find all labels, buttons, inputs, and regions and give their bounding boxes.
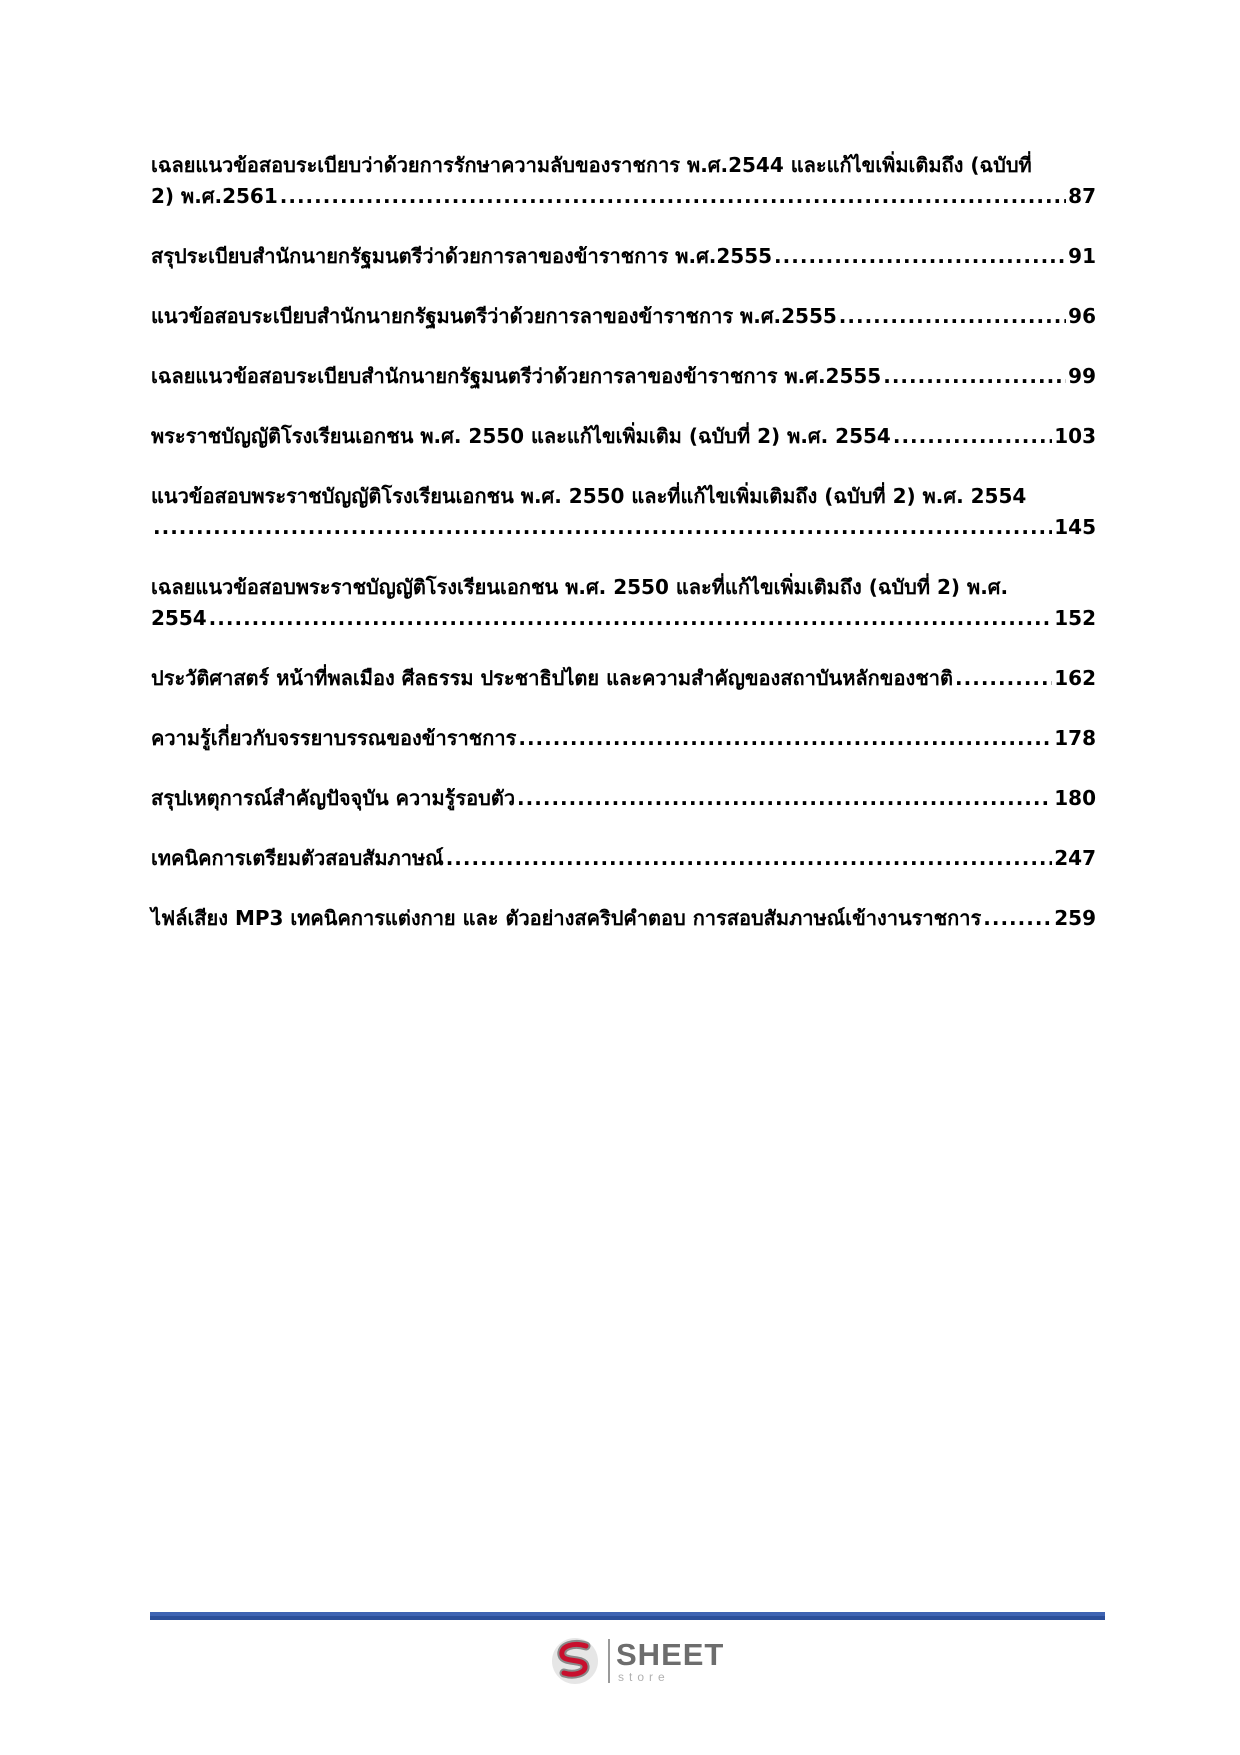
dot-leader bbox=[893, 421, 1052, 452]
toc-entry[interactable] bbox=[151, 843, 1096, 874]
logo-wordmark: SHEET bbox=[616, 1637, 725, 1672]
dot-leader bbox=[517, 783, 1052, 814]
toc-entry-title: พระราชบัญญัติโรงเรียนเอกชน พ.ศ. 2550 และแก้ไขเพิ่มเติม (ฉบับที่ 2) พ.ศ. 2554 bbox=[151, 424, 891, 448]
toc-page-number: 96 bbox=[1068, 304, 1096, 328]
sheet-store-logo bbox=[550, 1632, 724, 1690]
dot-leader bbox=[774, 241, 1066, 272]
toc-entry-title: ไฟล์เสียง MP3 เทคนิคการแต่งกาย และ ตัวอย่างสคริปคำตอบ การสอบสัมภาษณ์เข้างานราชการ bbox=[151, 906, 982, 930]
toc-entry-title: ความรู้เกี่ยวกับจรรยาบรรณของข้าราชการ bbox=[151, 726, 517, 750]
toc-page-number: 87 bbox=[1068, 184, 1096, 208]
toc-entry[interactable] bbox=[151, 361, 1096, 392]
toc-entry[interactable] bbox=[151, 663, 1096, 694]
toc-page-number: 180 bbox=[1054, 786, 1096, 810]
toc-page-number: 178 bbox=[1054, 726, 1096, 750]
toc-entry-title-continued: 2554 bbox=[151, 606, 207, 630]
toc-entry-title: ประวัติศาสตร์ หน้าที่พลเมือง ศีลธรรม ประชาธิปไตย และความสำคัญของสถาบันหลักของชาติ bbox=[151, 666, 954, 690]
toc-entry[interactable] bbox=[151, 301, 1096, 332]
toc-entry[interactable] bbox=[151, 723, 1096, 754]
dot-leader bbox=[983, 903, 1052, 934]
toc-entry-title: แนวข้อสอบพระราชบัญญัติโรงเรียนเอกชน พ.ศ. 2550 และที่แก้ไขเพิ่มเติมถึง (ฉบับที่ 2) พ.ศ. 2554 bbox=[151, 484, 1027, 508]
toc-page-number: 91 bbox=[1068, 244, 1096, 268]
toc-entry[interactable] bbox=[151, 241, 1096, 272]
toc-page-number: 152 bbox=[1054, 606, 1096, 630]
toc-entry-title: เฉลยแนวข้อสอบระเบียบว่าด้วยการรักษาความลับของราชการ พ.ศ.2544 และแก้ไขเพิ่มเติมถึง (ฉบับที่ bbox=[151, 153, 1032, 177]
logo-subtitle: store bbox=[618, 1670, 670, 1684]
toc-page-number: 103 bbox=[1054, 424, 1096, 448]
toc-entry-title: แนวข้อสอบระเบียบสำนักนายกรัฐมนตรีว่าด้วยการลาของข้าราชการ พ.ศ.2555 bbox=[151, 304, 837, 328]
toc-page-number: 145 bbox=[1054, 515, 1096, 539]
table-of-contents bbox=[151, 150, 1096, 963]
dot-leader bbox=[883, 361, 1066, 392]
sheet-store-s-icon bbox=[550, 1636, 600, 1686]
toc-entry-title: เฉลยแนวข้อสอบระเบียบสำนักนายกรัฐมนตรีว่าด้วยการลาของข้าราชการ พ.ศ.2555 bbox=[151, 364, 882, 388]
toc-entry-title: สรุประเบียบสำนักนายกรัฐมนตรีว่าด้วยการลาของข้าราชการ พ.ศ.2555 bbox=[151, 244, 773, 268]
toc-entry[interactable] bbox=[151, 421, 1096, 452]
logo-separator bbox=[608, 1639, 610, 1683]
toc-page-number: 99 bbox=[1068, 364, 1096, 388]
toc-entry[interactable] bbox=[151, 783, 1096, 814]
toc-entry-title: เทคนิคการเตรียมตัวสอบสัมภาษณ์ bbox=[151, 846, 444, 870]
toc-entry-title: เฉลยแนวข้อสอบพระราชบัญญัติโรงเรียนเอกชน พ.ศ. 2550 และที่แก้ไขเพิ่มเติมถึง (ฉบับที่ 2) พ.ศ. bbox=[151, 575, 1009, 599]
dot-leader bbox=[518, 723, 1052, 754]
dot-leader bbox=[209, 603, 1053, 634]
toc-page-number: 247 bbox=[1054, 846, 1096, 870]
dot-leader bbox=[153, 512, 1052, 543]
dot-leader bbox=[446, 843, 1053, 874]
toc-entry[interactable] bbox=[151, 481, 1096, 543]
toc-page-number: 259 bbox=[1054, 906, 1096, 930]
toc-entry[interactable] bbox=[151, 150, 1096, 212]
dot-leader bbox=[955, 663, 1052, 694]
toc-entry[interactable] bbox=[151, 903, 1096, 934]
toc-entry-title-continued: 2) พ.ศ.2561 bbox=[151, 184, 278, 208]
footer-divider bbox=[150, 1612, 1105, 1620]
dot-leader bbox=[280, 181, 1066, 212]
toc-page-number: 162 bbox=[1054, 666, 1096, 690]
toc-entry[interactable] bbox=[151, 572, 1096, 634]
toc-entry-title: สรุปเหตุการณ์สำคัญปัจจุบัน ความรู้รอบตัว bbox=[151, 786, 516, 810]
dot-leader bbox=[839, 301, 1066, 332]
